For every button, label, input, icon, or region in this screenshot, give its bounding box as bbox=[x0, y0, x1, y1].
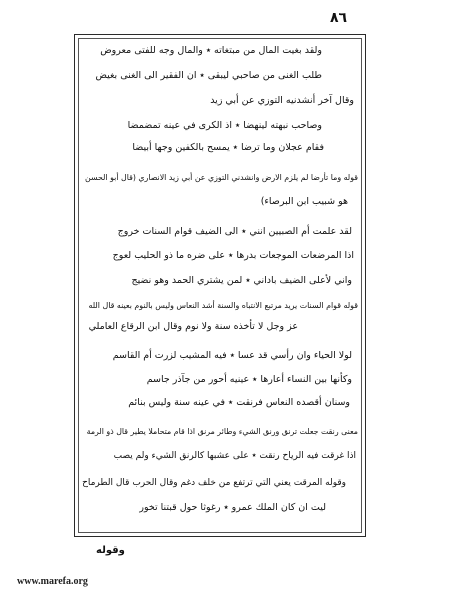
text-line: وصاحب نبهته لينهضا ٭ اذ الكرى في عينه تمضمضا bbox=[127, 120, 322, 131]
text-line: وسنان أقصده النعاس فرنقت ٭ في عينه سنة وليس بنائم bbox=[128, 397, 350, 408]
page-text bbox=[80, 42, 360, 534]
text-line: هو شبيب ابن البرصاء) bbox=[260, 196, 348, 207]
text-line: طلب الغنى من صاحبي ليبقى ٭ ان الفقير الى الغنى بغيض bbox=[95, 70, 322, 81]
text-line: عز وجل لا تأخذه سنة ولا نوم وقال ابن الرقاع العاملي bbox=[88, 321, 298, 332]
text-line: لولا الحياء وان رأسي قد عسا ٭ فيه المشيب لزرت أم القاسم bbox=[112, 350, 352, 361]
text-line: وقال آخر أنشدنيه التوزي عن أبي زيد bbox=[210, 95, 354, 106]
text-line: ولقد بغيت المال من مبتغاته ٭ والمال وجه للفتى معروض bbox=[100, 45, 322, 56]
text-line: قوله وما تأرضا لم يلزم الارض وانشدني التوزي عن أبي زيد الانصاري (قال أبو الحسن bbox=[85, 173, 358, 182]
text-line: اذا المرضعات الموجعات بدرها ٭ على ضره ما ذو الحليب لعوج bbox=[112, 250, 354, 261]
footer-url: www.marefa.org bbox=[17, 576, 88, 587]
catchword: وقوله bbox=[96, 545, 125, 556]
text-line: لقد علمت أم الصبيين انني ٭ الى الضيف قوام السنات خروج bbox=[117, 226, 352, 237]
text-line: معنى رنقت جعلت ترنق ورنق الشيء وطائر مرنق اذا قام متحاملا يطير قال ذو الرمة bbox=[86, 427, 358, 436]
text-line: وقوله المرقت يعني التي ترتفع من خلف دغم وقال الحرب قال الطرماح bbox=[82, 478, 346, 488]
text-line: قوله قوام السنات يريد مرتبع الانتباه والسنة أشد النعاس وليس بالنوم بعينه قال الله bbox=[88, 301, 358, 310]
text-line: فقام عجلان وما ترضا ٭ يمسح بالكفين وجها أبيضا bbox=[132, 142, 324, 153]
text-line: وكأنها بين النساء أعارها ٭ عينيه أحور من جآذر جاسم bbox=[146, 374, 352, 385]
text-line: ليت ان كان الملك عمرو ٭ رغوثا حول قبتنا تخور bbox=[139, 502, 326, 513]
page-number: ٨٦ bbox=[330, 10, 348, 26]
text-line: اذا غرقت فيه الرياح رنقت ٭ على عشبها كالرنق الشيء ولم يصب bbox=[113, 451, 356, 461]
text-line: واني لأعلى الضيف باداني ٭ لمن يشتري الحمد وهو نضيج bbox=[131, 275, 352, 286]
